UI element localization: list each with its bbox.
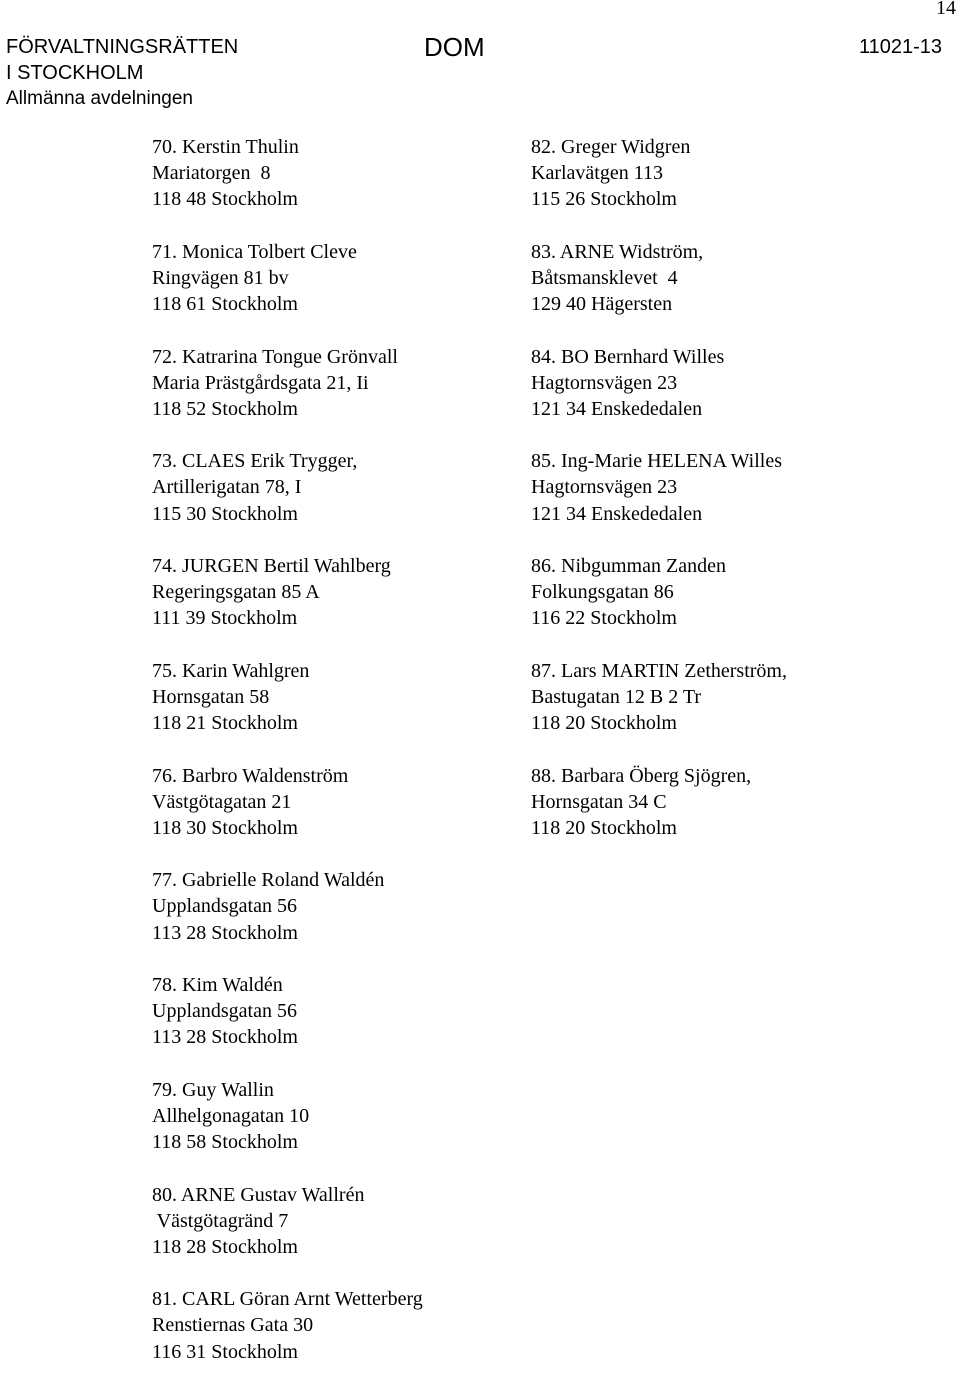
entry-street: Artillerigatan 78, I [152, 476, 302, 499]
address-entry [152, 763, 532, 842]
address-entry [531, 344, 911, 423]
address-entry [152, 658, 532, 737]
address-entry [152, 134, 532, 213]
entry-name: 88. Barbara Öberg Sjögren, [531, 764, 752, 787]
entry-street: Hornsgatan 58 [152, 685, 270, 708]
entry-street: Hornsgatan 34 C [531, 790, 667, 813]
entry-city: 118 61 Stockholm [152, 293, 298, 316]
address-entry [152, 1286, 532, 1365]
entry-street: Upplandsgatan 56 [152, 1000, 297, 1023]
entry-name: 78. Kim Waldén [152, 974, 283, 996]
entry-street: Bastugatan 12 B 2 Tr [531, 685, 702, 708]
entry-street: Renstiernas Gata 30 [152, 1314, 314, 1337]
case-number: 11021-13 [858, 36, 942, 58]
address-entry [152, 239, 532, 318]
address-column-left [152, 134, 532, 1391]
entry-name: 71. Monica Tolbert Cleve [152, 240, 357, 263]
entry-street: Karlavätgen 113 [531, 162, 663, 185]
entry-city: 118 48 Stockholm [152, 188, 298, 211]
entry-city: 118 30 Stockholm [152, 816, 298, 839]
entry-name: 70. Kerstin Thulin [152, 136, 299, 158]
address-entry [152, 448, 532, 527]
entry-name: 79. Guy Wallin [152, 1078, 274, 1101]
entry-name: 74. JURGEN Bertil Wahlberg [152, 555, 391, 577]
entry-name: 87. Lars MARTIN Zetherström, [531, 659, 787, 682]
address-entry [152, 1182, 532, 1261]
entry-city: 115 26 Stockholm [531, 188, 677, 211]
entry-street: Västgötagatan 21 [152, 790, 292, 813]
entry-street: Regeringsgatan 85 A [152, 581, 320, 604]
address-entry [531, 134, 911, 213]
entry-name: 84. BO Bernhard Willes [531, 345, 725, 368]
entry-street: Båtsmansklevet 4 [531, 266, 678, 289]
address-entry [531, 658, 911, 737]
entry-street: Allhelgonagatan 10 [152, 1104, 310, 1127]
entry-street: Hagtornsvägen 23 [531, 476, 678, 499]
address-entry [531, 239, 911, 318]
entry-name: 77. Gabrielle Roland Waldén [152, 869, 385, 892]
entry-city: 116 22 Stockholm [531, 607, 677, 630]
entry-name: 83. ARNE Widström, [531, 240, 704, 263]
document-type: DOM [424, 32, 485, 62]
entry-street: Hagtornsvägen 23 [531, 371, 678, 394]
address-entry [152, 344, 532, 423]
entry-name: 82. Greger Widgren [531, 136, 691, 158]
address-entry [152, 553, 532, 632]
address-entry [531, 763, 911, 842]
address-entry [531, 448, 911, 527]
address-entry [152, 972, 532, 1051]
entry-street: Västgötagränd 7 [152, 1209, 289, 1232]
entry-city: 118 58 Stockholm [152, 1131, 298, 1154]
entry-name: 80. ARNE Gustav Wallrén [152, 1183, 365, 1206]
entry-street: Maria Prästgårdsgata 21, Ii [152, 371, 369, 394]
entry-name: 75. Karin Wahlgren [152, 659, 310, 682]
entry-city: 118 20 Stockholm [531, 816, 677, 839]
entry-city: 121 34 Enskededalen [531, 502, 703, 525]
court-name-line2: I STOCKHOLM [6, 62, 144, 84]
entry-city: 118 28 Stockholm [152, 1235, 298, 1258]
address-entry [152, 1077, 532, 1156]
entry-name: 81. CARL Göran Arnt Wetterberg [152, 1288, 423, 1311]
entry-city: 111 39 Stockholm [152, 607, 298, 630]
entry-city: 118 21 Stockholm [152, 712, 298, 735]
entry-city: 113 28 Stockholm [152, 921, 298, 944]
entry-city: 118 52 Stockholm [152, 397, 298, 420]
court-department: Allmänna avdelningen [6, 88, 193, 109]
entry-name: 86. Nibgumman Zanden [531, 555, 726, 577]
entry-street: Ringvägen 81 bv [152, 266, 289, 289]
entry-name: 76. Barbro Waldenström [152, 764, 349, 787]
address-entry [152, 867, 532, 946]
entry-city: 115 30 Stockholm [152, 502, 298, 525]
entry-city: 129 40 Hägersten [531, 293, 673, 316]
address-entry [531, 553, 911, 632]
entry-street: Upplandsgatan 56 [152, 895, 297, 918]
court-name-line1: FÖRVALTNINGSRÄTTEN [6, 36, 239, 58]
page-number: 14 [936, 0, 956, 19]
address-column-right [531, 134, 911, 867]
entry-street: Folkungsgatan 86 [531, 581, 674, 604]
entry-name: 85. Ing-Marie HELENA Willes [531, 450, 782, 473]
entry-city: 118 20 Stockholm [531, 712, 677, 735]
court-heading [6, 34, 238, 112]
entry-street: Mariatorgen 8 [152, 162, 271, 185]
entry-city: 116 31 Stockholm [152, 1340, 298, 1363]
entry-name: 73. CLAES Erik Trygger, [152, 450, 358, 473]
entry-city: 113 28 Stockholm [152, 1026, 298, 1049]
entry-city: 121 34 Enskededalen [531, 397, 703, 420]
entry-name: 72. Katrarina Tongue Grönvall [152, 345, 398, 368]
